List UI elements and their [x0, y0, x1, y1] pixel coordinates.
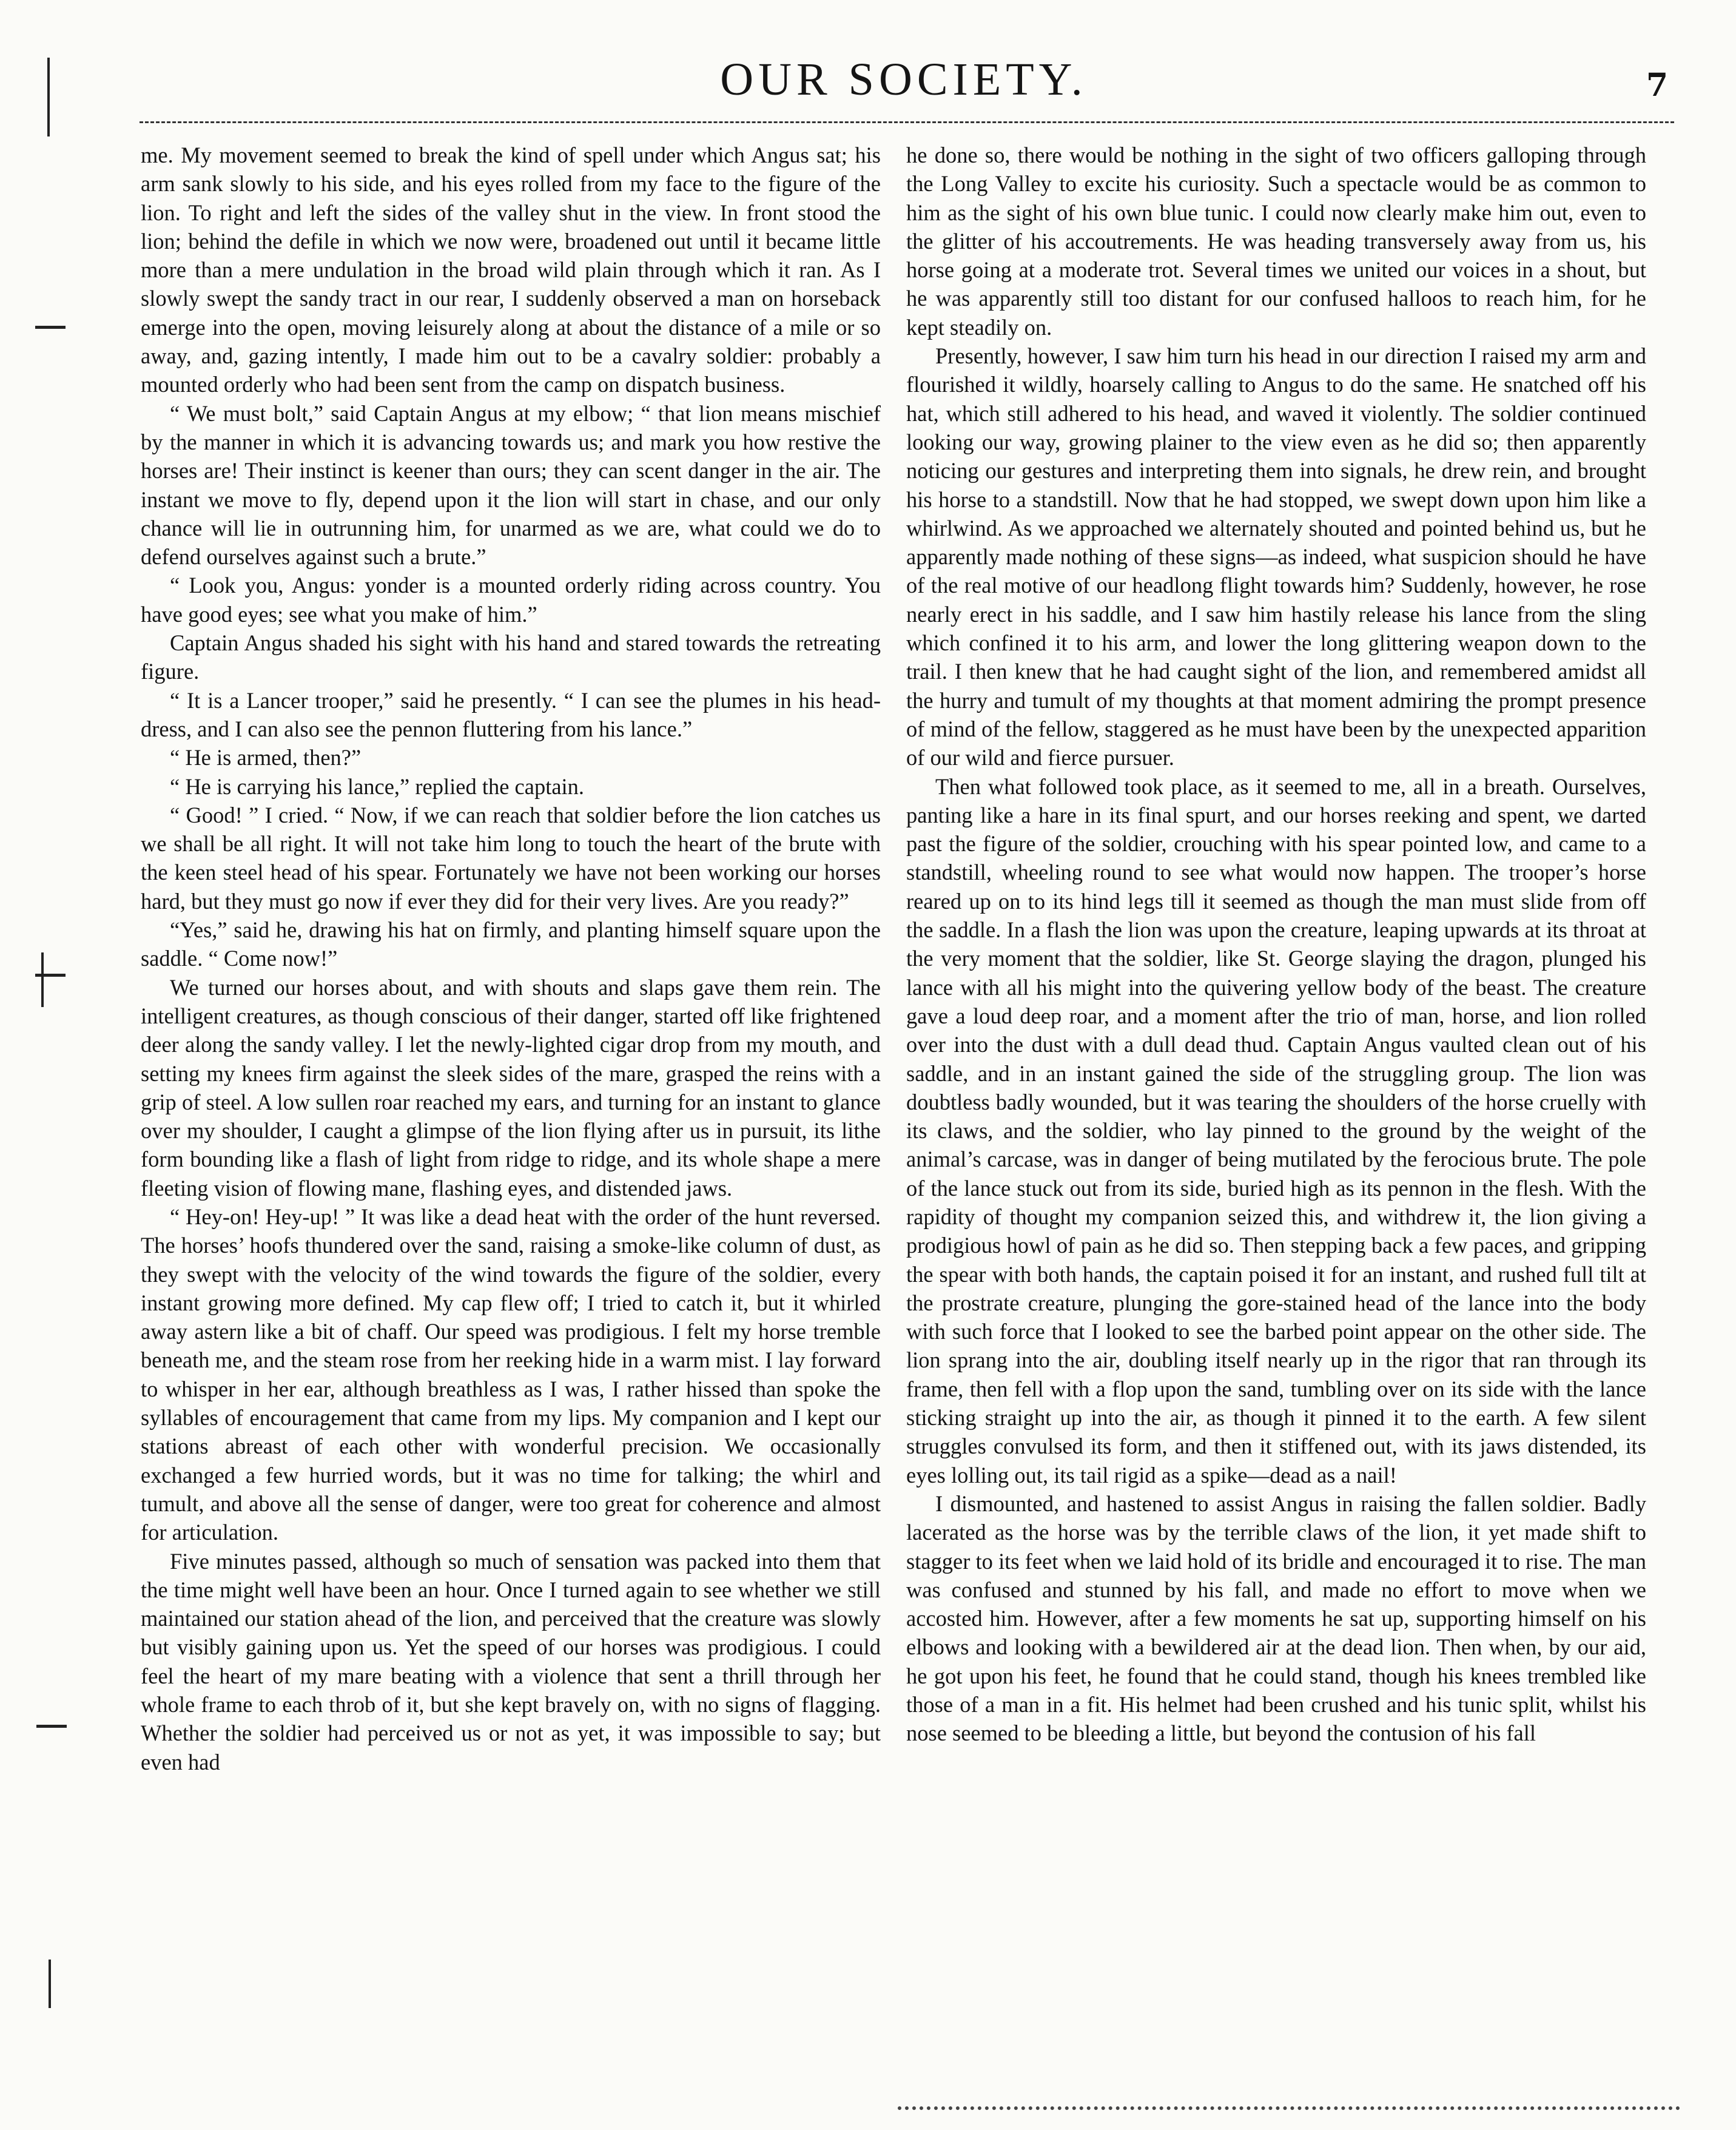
left-column	[141, 141, 881, 2079]
paragraph: he done so, there would be nothing in the sight of two officers galloping through the Long Valley to excite his curiosity. Such a spectacle would be as common to him as the sight of his own blue tunic. I could now clearly make him out, even to the glitter of his accoutrements. He was heading transversely away from us, his horse going at a moderate trot. Several times we united our voices in a shout, but he was apparently still too distant for our confused halloos to reach him, for he kept steadily on.	[906, 143, 1646, 340]
binding-mark	[36, 1725, 67, 1728]
bottom-rule	[898, 2106, 1680, 2110]
paragraph: “ He is armed, then?”	[170, 745, 362, 770]
binding-mark	[47, 58, 50, 136]
binding-mark	[41, 952, 44, 1007]
paragraph: “Yes,” said he, drawing his hat on firmly, and planting himself square upon the saddle. “ Come now!”	[141, 917, 881, 971]
paragraph: “ Look you, Angus: yonder is a mounted orderly riding across country. You have good eyes; see what you make of him.”	[141, 573, 881, 627]
binding-mark	[49, 1960, 51, 2008]
paragraph: “ We must bolt,” said Captain Angus at my elbow; “ that lion means mischief by the manner in which it is advancing towards us; and mark you how restive the horses are! Their instinct is keener than ours; they can scent danger in the air. The instant we move to fly, depend upon it the lion will start in chase, and our only chance will lie in outrunning him, for unarmed as we are, what could we do to defend ourselves against such a brute.”	[141, 400, 881, 570]
paragraph: Captain Angus shaded his sight with his hand and stared towards the retreating figure.	[141, 630, 881, 684]
paragraph: “ It is a Lancer trooper,” said he presently. “ I can see the plumes in his head-dress, and I can also see the pennon fluttering from his lance.”	[141, 687, 881, 741]
paragraph: Presently, however, I saw him turn his head in our direction I raised my arm and flourished it wildly, hoarsely calling to Angus to do the same. He snatched off his hat, which still adhered to his head, and waved it violently. The soldier continued looking our way, growing plainer to the view even as he did so; then apparently noticing our gestures and interpreting them into signals, he drew rein, and brought his horse to a standstill. Now that he had stopped, we swept down upon him like a whirlwind. As we approached we alternately shouted and pointed behind us, but he apparently made nothing of these signs—as indeed, what suspicion should he have of the real motive of our headlong flight towards him? Suddenly, however, he rose nearly erect in his saddle, and I saw him hastily release his lance from the sling which confined it to his arm, and lower the long glittering weapon down to the trail. I then knew that he had caught sight of the lion, and remembered amidst all the hurry and tumult of my thoughts at that moment admiring the prompt presence of mind of the fellow, staggered as he must have been by the unexpected apparition of our wild and fierce pursuer.	[906, 343, 1646, 770]
page-title: OUR SOCIETY.	[720, 54, 1088, 105]
paragraph: I dismounted, and hastened to assist Angus in raising the fallen soldier. Badly lacerated as the horse was by the terrible claws of the lion, it yet made shift to stagger to its feet when we laid hold of its bridle and encouraged it to rise. The man was confused and stunned by his fall, and made no effort to move when we accosted him. However, after a few moments he sat up, supporting himself on his elbows and looking with a bewildered air at the dead lion. Then when, by our aid, he got upon his feet, he found that he could stand, though his knees trembled like those of a man in a fit. His helmet had been crushed and his tunic split, whilst his nose seemed to be bleeding a little, but beyond the contusion of his fall	[906, 1491, 1646, 1746]
paragraph: Five minutes passed, although so much of sensation was packed into them that the time might well have been an hour. Once I turned again to see whether we still maintained our station ahead of the lion, and perceived that the creature was slowly but visibly gaining upon us. Yet the speed of our horses was prodigious. I could feel the heart of my mare beating with a violence that sent a thrill through her whole frame to each throb of it, but she kept bravely on, with no signs of flagging. Whether the soldier had perceived us or not as yet, it was impossible to say; but even had	[141, 1548, 881, 1774]
right-column	[906, 141, 1646, 2079]
page-number: 7	[1646, 67, 1668, 104]
paragraph: Then what followed took place, as it seemed to me, all in a breath. Ourselves, panting like a hare in its final spurt, and our horses reeking and spent, we darted past the figure of the soldier, crouching with his spear pointed low, and came to a standstill, wheeling round to see what would now happen. The trooper’s horse reared up on to its hind legs till it seemed as though the man must slide from off the saddle. In a flash the lion was upon the creature, leaping upwards at its throat at the very moment that the soldier, like St. George slaying the dragon, plunged his lance with all his might into the quivering yellow body of the beast. The creature gave a loud deep roar, and a moment after the trio of man, horse, and lion rolled over into the dust with a dull dead thud. Captain Angus vaulted clean out of his saddle, and in an instant gained the side of the struggling group. The lion was doubtless badly wounded, but it was tearing the shoulders of the horse cruelly with its claws, and the soldier, who lay pinned to the ground by the weight of the animal’s carcase, was in danger of being mutilated by the ferocious brute. The pole of the lance stuck out from its side, buried high as its pennon in the flesh. With the rapidity of thought my companion seized this, and withdrew it, the lion giving a prodigious howl of pain as he did so. Then stepping back a few paces, and gripping the spear with both hands, the captain poised it for an instant, and rushed full tilt at the prostrate creature, plunging the gore-stained head of the lance into the body with such force that I looked to see the barbed point appear on the other side. The lion sprang into the air, doubling itself nearly up in the rigor that ran through its frame, then fell with a flop upon the sand, tumbling over on its side with the lance sticking straight up into the air, as though it pinned it to the earth. A few silent struggles convulsed its form, and then it stiffened out, with its jaws distended, its eyes lolling out, its tail rigid as a spike—dead as a nail!	[906, 773, 1646, 1488]
binding-mark	[35, 974, 66, 977]
paragraph: “ Good! ” I cried. “ Now, if we can reach that soldier before the lion catches us we shall be all right. It will not take him long to touch the heart of the brute with the keen steel head of his spear. Fortunately we have not been working our horses hard, but they must go now if ever they did for their very lives. Are you ready?”	[141, 802, 881, 914]
paragraph: “ He is carrying his lance,” replied the captain.	[170, 773, 585, 799]
header-rule	[140, 121, 1674, 123]
paragraph: me. My movement seemed to break the kind of spell under which Angus sat; his arm sank slowly to his side, and his eyes rolled from my face to the figure of the lion. To right and left the sides of the valley shut in the view. In front stood the lion; behind the defile in which we now were, broadened out until it became little more than a mere undulation in the broad wild plain through which it ran. As I slowly swept the sandy tract in our rear, I suddenly observed a man on horseback emerge into the open, moving leisurely along at about the distance of a mile or so away, and, gazing intently, I made him out to be a cavalry soldier: probably a mounted orderly who had been sent from the camp on dispatch business.	[141, 143, 881, 397]
page-header	[140, 53, 1668, 120]
paragraph: “ Hey-on! Hey-up! ” It was like a dead heat with the order of the hunt reversed. The horses’ hoofs thundered over the sand, raising a smoke-like column of dust, as they swept with the velocity of the wind towards the figure of the soldier, every instant growing more defined. My cap flew off; I tried to catch it, but it whirled away astern like a bit of chaff. Our speed was prodigious. I felt my horse tremble beneath me, and the steam rose from her reeking hide in a warm mist. I lay forward to whisper in her ear, although breathless as I was, I rather hissed than spoke the syllables of encouragement that came from my lips. My companion and I kept our stations abreast of each other with wonderful precision. We occasionally exchanged a few hurried words, but it was no time for talking; the whirl and tumult, and above all the sense of danger, were too great for coherence and almost for articulation.	[141, 1204, 881, 1545]
paragraph: We turned our horses about, and with shouts and slaps gave them rein. The intelligent creatures, as though conscious of their danger, started off like frightened deer along the sandy valley. I let the newly-lighted cigar drop from my mouth, and setting my knees firm against the sleek sides of the mare, grasped the reins with a grip of steel. A low sullen roar reached my ears, and turning for an instant to glance over my shoulder, I caught a glimpse of the lion flying after us in pursuit, its lithe form bounding like a flash of light from ridge to ridge, and its whole shape a mere fleeting vision of flowing mane, flashing eyes, and distended jaws.	[141, 974, 881, 1201]
binding-mark	[35, 326, 66, 329]
